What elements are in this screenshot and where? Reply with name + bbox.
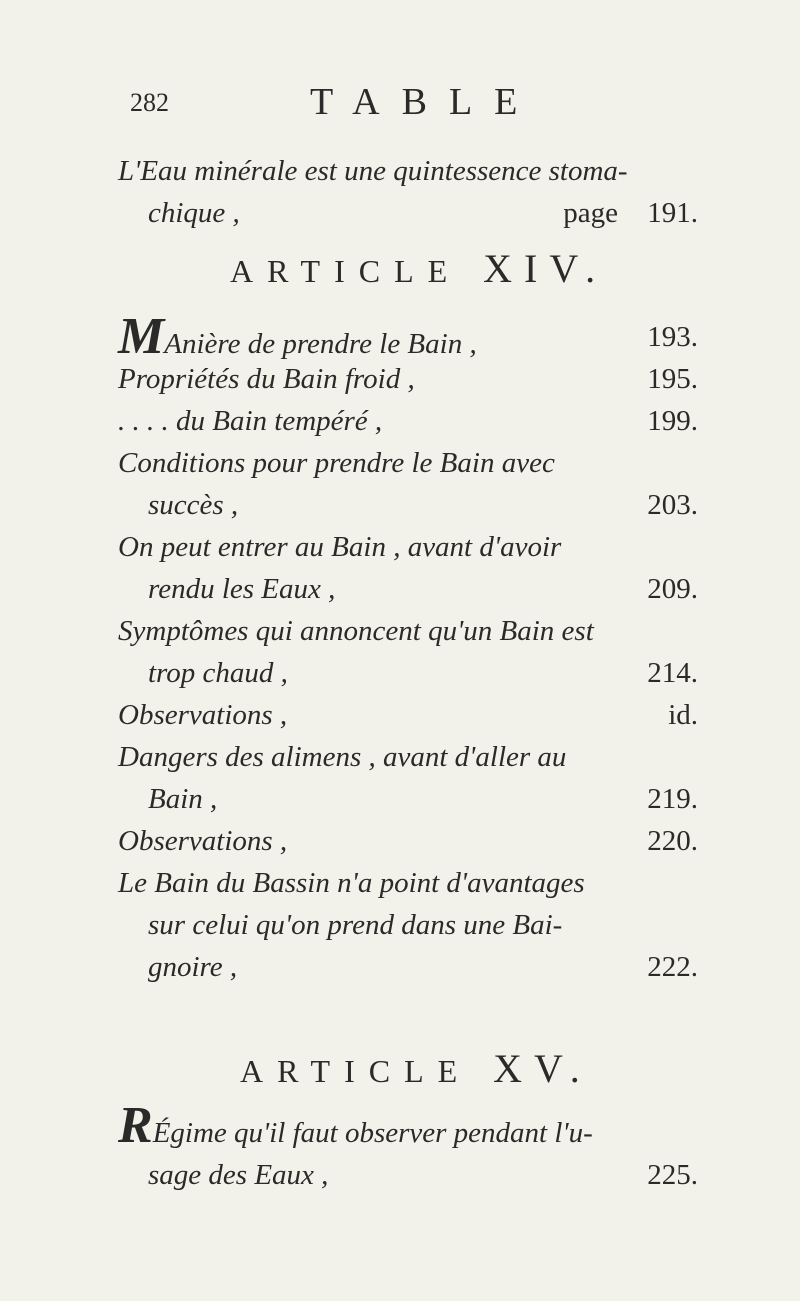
entry-line-text: chique , [148, 197, 240, 229]
page-number: 282 [130, 88, 169, 117]
page-header [130, 80, 690, 130]
entry-line [118, 778, 698, 820]
entry-line [118, 736, 698, 778]
entry-line-text: Anière de prendre le Bain , [164, 328, 477, 360]
table-entry [118, 150, 698, 234]
article-word: ARTICLE [240, 1053, 472, 1089]
article-heading-xiv [230, 245, 607, 292]
entry-line-text: Conditions pour prendre le Bain avec [118, 447, 555, 479]
entry-line-text: On peut entrer au Bain , avant d'avoir [118, 531, 562, 563]
article-numeral: XV. [493, 1046, 592, 1091]
entry-line [118, 1154, 698, 1196]
entry-line-text: Dangers des alimens , avant d'aller au [118, 741, 567, 773]
page-ref: 209. [647, 573, 698, 605]
page-ref: id. [668, 699, 698, 731]
entry-line-text: . . . . du Bain tempéré , [118, 405, 383, 437]
entry-line-text: Symptômes qui annoncent qu'un Bain est [118, 615, 594, 647]
table-entry [118, 862, 698, 988]
entry-line: L'Eau minérale est une quintessence stoma- [118, 155, 628, 187]
entry-line-text: sage des Eaux , [148, 1159, 329, 1191]
table-entry [118, 736, 698, 820]
article-numeral: XIV. [483, 246, 608, 291]
entry-line [118, 358, 698, 400]
entry-line [118, 442, 698, 484]
table-entry [118, 400, 698, 442]
page-ref: 219. [647, 783, 698, 815]
running-title: TABLE [310, 81, 540, 123]
table-entry [118, 358, 698, 400]
table-entry [118, 610, 698, 694]
article-heading-xv [240, 1045, 592, 1092]
page-ref: 195. [647, 363, 698, 395]
entry-line [118, 568, 698, 610]
entry-line [118, 652, 698, 694]
table-entry [118, 526, 698, 610]
page-ref: 214. [647, 657, 698, 689]
entry-line-text: Bain , [148, 783, 218, 815]
entry-line-text: succès , [148, 489, 239, 521]
entry-line [118, 862, 698, 904]
entry-line [118, 400, 698, 442]
table-entry [118, 442, 698, 526]
entry-line [118, 1097, 698, 1154]
drop-cap: M [118, 308, 165, 365]
entry-line-text: Observations , [118, 825, 288, 857]
table-entry [118, 820, 698, 862]
table-entry [118, 1097, 698, 1196]
entry-line [118, 192, 698, 234]
entry-line [118, 610, 698, 652]
entry-line-text: sur celui qu'on prend dans une Bai- [148, 909, 563, 941]
page-ref: 225. [647, 1159, 698, 1191]
page-ref: 222. [647, 951, 698, 983]
page-ref: 203. [647, 489, 698, 521]
page-ref: 193. [647, 321, 698, 353]
entry-line-text: Propriétés du Bain froid , [118, 363, 415, 395]
entry-line-text: rendu les Eaux , [148, 573, 336, 605]
entry-line [118, 904, 698, 946]
entry-line [118, 694, 698, 736]
page-ref: 220. [647, 825, 698, 857]
entry-line-text: Le Bain du Bassin n'a point d'avantages [118, 867, 585, 899]
page-ref: 199. [647, 405, 698, 437]
entry-line-text: trop chaud , [148, 657, 288, 689]
entry-line [118, 484, 698, 526]
entry-line-text: Observations , [118, 699, 288, 731]
article-word: ARTICLE [230, 253, 462, 289]
page-ref: 191. [647, 197, 698, 229]
page-label: page [563, 197, 618, 229]
entry-line [118, 946, 698, 988]
drop-cap: R [118, 1097, 153, 1154]
entry-line-text: gnoire , [148, 951, 238, 983]
table-entry [118, 694, 698, 736]
entry-line-text: Égime qu'il faut observer pendant l'u- [152, 1117, 593, 1149]
entry-line [118, 526, 698, 568]
entry-line [118, 820, 698, 862]
